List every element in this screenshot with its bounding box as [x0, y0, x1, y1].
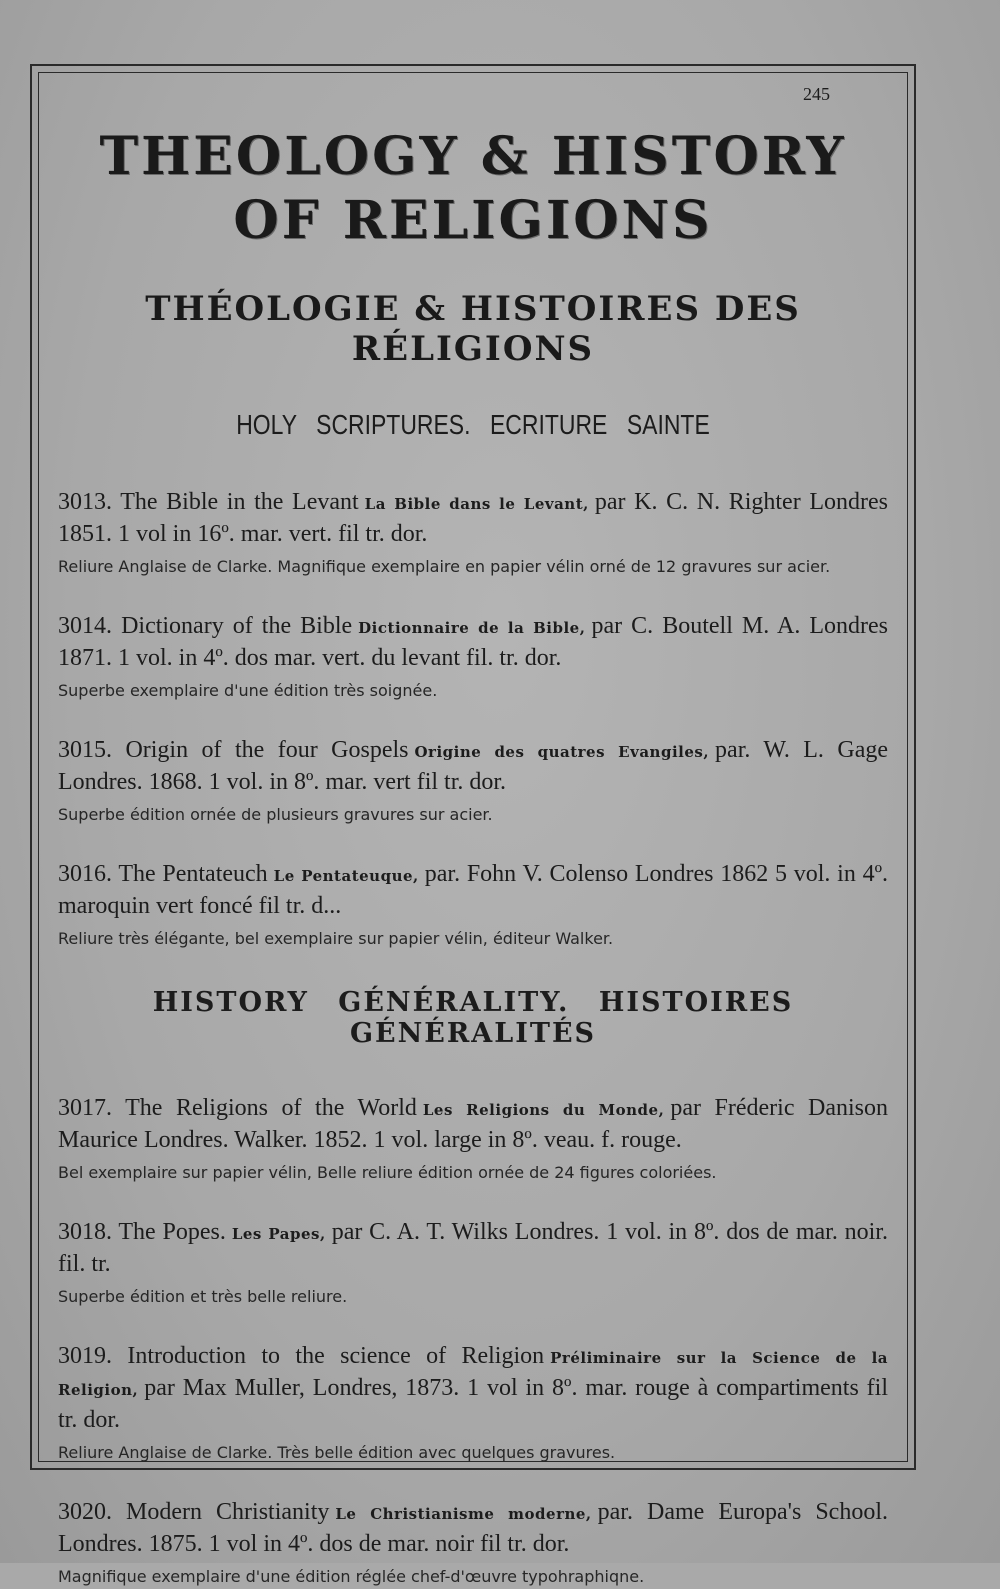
entry-note: Reliure très élégante, bel exemplaire sur papier vélin, éditeur Walker.: [58, 929, 614, 948]
entry-title: Origin of the four Gospels: [125, 737, 409, 763]
entry-details: par Fréderic Danison Maurice Londres. Walker. 1852. 1 vol. large in 8º. veau. f. rouge.: [58, 1095, 889, 1153]
entry-number: 3019.: [58, 1343, 112, 1369]
catalog-entry: [58, 735, 888, 827]
catalog-entry: [58, 1341, 888, 1465]
entry-french-title: Préliminaire sur la Science de la Religion,: [58, 1349, 889, 1399]
entry-main-text: [58, 611, 888, 673]
entry-french-title: Le Pentateuque,: [273, 867, 419, 885]
catalog-entry: [58, 611, 888, 703]
entry-title: Modern Christianity: [126, 1499, 330, 1525]
entry-note: Superbe édition et très belle reliure.: [58, 1287, 348, 1306]
entry-french-title: Les Religions du Monde,: [422, 1101, 665, 1119]
entry-number: 3013.: [58, 489, 112, 515]
entry-french-title: Les Papes,: [231, 1225, 326, 1243]
entry-note: Reliure Anglaise de Clarke. Magnifique exemplaire en papier vélin orné de 12 gravures sur acier.: [58, 557, 831, 576]
catalog-entry: [58, 1497, 888, 1589]
catalog-entry: [58, 1217, 888, 1309]
catalog-entry: [58, 487, 888, 579]
entry-french-title: Dictionnaire de la Bible,: [358, 619, 586, 637]
entry-title: The Pentateuch: [118, 861, 268, 887]
entry-main-text: [58, 735, 888, 797]
entry-details: par. Fohn V. Colenso Londres 1862 5 vol. in 4º. maroquin vert foncé fil tr. d...: [58, 861, 889, 919]
entry-title: The Popes.: [118, 1219, 226, 1245]
entry-french-title: Origine des quatres Evangiles,: [414, 743, 710, 761]
entry-details: par. Dame Europa's School. Londres. 1875. 1 vol in 4º. dos de mar. noir fil tr. dor.: [58, 1499, 888, 1557]
entry-note: Reliure Anglaise de Clarke. Très belle édition avec quelques gravures.: [58, 1443, 616, 1462]
entry-number: 3020.: [58, 1499, 112, 1525]
entry-main-text: [58, 1217, 888, 1279]
entry-title: The Bible in the Levant: [120, 489, 359, 515]
entry-number: 3017.: [58, 1095, 112, 1121]
catalog-entry: [58, 1093, 888, 1185]
entry-main-text: [58, 1341, 888, 1435]
entry-note: Bel exemplaire sur papier vélin, Belle reliure édition ornée de 24 figures coloriées.: [58, 1163, 717, 1182]
entry-details: par K. C. N. Righter Londres 1851. 1 vol in 16º. mar. vert. fil tr. dor.: [58, 489, 888, 547]
section-holy-scriptures: [58, 487, 888, 951]
entry-number: 3016.: [58, 861, 112, 887]
section-heading-holy-scriptures: HOLY SCRIPTURES. ECRITURE SAINTE: [236, 409, 710, 440]
entry-note: Superbe édition ornée de plusieurs gravures sur acier.: [58, 805, 493, 824]
page-number: 245: [803, 84, 830, 104]
entry-number: 3018.: [58, 1219, 112, 1245]
entry-number: 3014.: [58, 613, 112, 639]
entry-note: Superbe exemplaire d'une édition très soignée.: [58, 681, 438, 700]
page-content: [58, 80, 888, 1589]
entry-main-text: [58, 487, 888, 549]
section-history: [58, 1093, 888, 1589]
entry-title: Introduction to the science of Religion: [127, 1343, 545, 1369]
entry-main-text: [58, 859, 888, 921]
entry-title: Dictionary of the Bible: [121, 613, 353, 639]
page-title-english: THEOLOGY & HISTORY OF RELIGIONS: [99, 126, 847, 251]
entry-details: par C. Boutell M. A. Londres 1871. 1 vol. in 4º. dos mar. vert. du levant fil. tr. dor.: [58, 613, 889, 671]
entry-main-text: [58, 1093, 888, 1155]
entry-details: par C. A. T. Wilks Londres. 1 vol. in 8º. dos de mar. noir. fil. tr.: [58, 1219, 888, 1277]
page-title-french: THÉOLOGIE & HISTOIRES DES RÉLIGIONS: [145, 289, 801, 369]
entry-french-title: Le Christianisme moderne,: [335, 1505, 592, 1523]
entry-note: Magnifique exemplaire d'une édition réglée chef-d'œuvre typohraphiqne.: [58, 1567, 645, 1586]
entry-details: par. W. L. Gage Londres. 1868. 1 vol. in 8º. mar. vert fil tr. dor.: [58, 737, 888, 795]
entry-main-text: [58, 1497, 888, 1559]
catalog-entry: [58, 859, 888, 951]
entry-number: 3015.: [58, 737, 112, 763]
entry-title: The Religions of the World: [125, 1095, 417, 1121]
section-heading-history: HISTORY GÉNÉRALITY. HISTOIRES GÉNÉRALITÉS: [152, 987, 794, 1049]
entry-details: par Max Muller, Londres, 1873. 1 vol in 8º. mar. rouge à compartiments fil tr. dor.: [58, 1375, 888, 1433]
entry-french-title: La Bible dans le Levant,: [364, 495, 589, 513]
